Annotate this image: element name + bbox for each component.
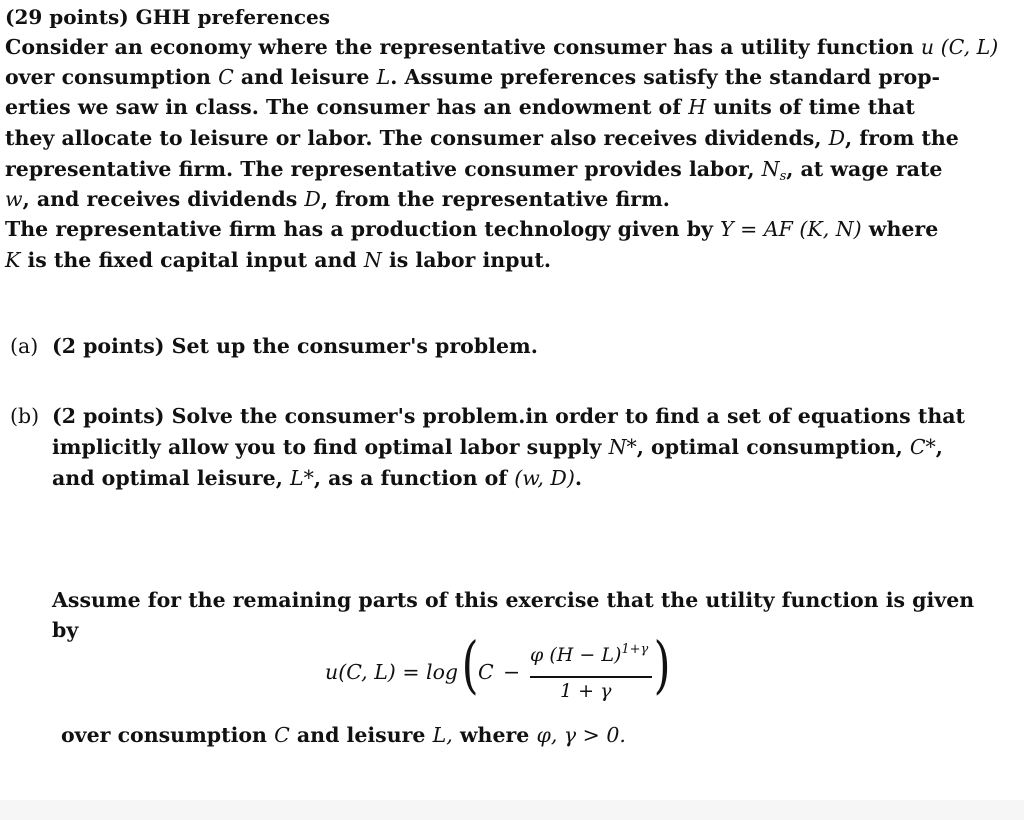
intro-line-7: The representative firm has a production technology given by Y = AF (K, N) where: [5, 217, 939, 241]
equation-minus: −: [503, 660, 521, 684]
problem-heading: (29 points) GHH preferences: [5, 5, 331, 29]
part-b-line-3: and optimal leisure, L*, as a function of (w, D).: [52, 466, 582, 490]
equation-exponent: 1+γ: [621, 642, 649, 657]
fraction-bar: [530, 676, 652, 678]
utility-equation: [320, 628, 680, 712]
intro-line-4: they allocate to leisure or labor. The consumer also receives dividends, D, from the: [5, 126, 959, 150]
part-a-points: (2 points): [52, 334, 165, 358]
intro-line-1: Consider an economy where the representative consumer has a utility function u (C, L): [5, 35, 999, 59]
assume-line-2: by: [52, 618, 79, 642]
closing-line: over consumption C and leisure L, where φ, γ > 0.: [61, 723, 626, 747]
intro-line-2: over consumption C and leisure L. Assume preferences satisfy the standard prop-: [5, 65, 941, 89]
part-b-line-1: (b) (2 points) Solve the consumer's problem.in order to find a set of equations that: [10, 404, 965, 428]
equation-paren-right: ): [653, 628, 671, 701]
page-bottom-edge: [0, 800, 1024, 820]
part-a: [10, 332, 538, 360]
part-b-points: (2 points): [52, 404, 165, 428]
part-b-line-2: implicitly allow you to find optimal labor supply N*, optimal consumption, C*,: [52, 435, 943, 459]
assume-line-1: Assume for the remaining parts of this exercise that the utility function is given: [52, 588, 975, 612]
equation-consumption: C: [478, 660, 494, 684]
part-b-marker: (b): [10, 404, 40, 428]
equation-paren-left: (: [461, 628, 479, 701]
intro-line-5: representative firm. The representative consumer provides labor, $N_s$, at wage rate: [5, 157, 943, 184]
equation-denominator: 1 + γ: [560, 680, 612, 702]
equation-lhs: u(C, L) = log: [325, 660, 459, 684]
intro-line-3: erties we saw in class. The consumer has an endowment of H units of time that: [5, 95, 915, 119]
equation-numerator: φ $(H - L)^{1+\gamma}$: [530, 642, 649, 666]
intro-line-8: K is the fixed capital input and N is labor input.: [5, 248, 551, 272]
intro-line-6: w, and receives dividends D, from the representative firm.: [5, 187, 670, 211]
part-a-text: Set up the consumer's problem.: [164, 334, 538, 358]
part-a-marker: (a): [10, 334, 39, 358]
